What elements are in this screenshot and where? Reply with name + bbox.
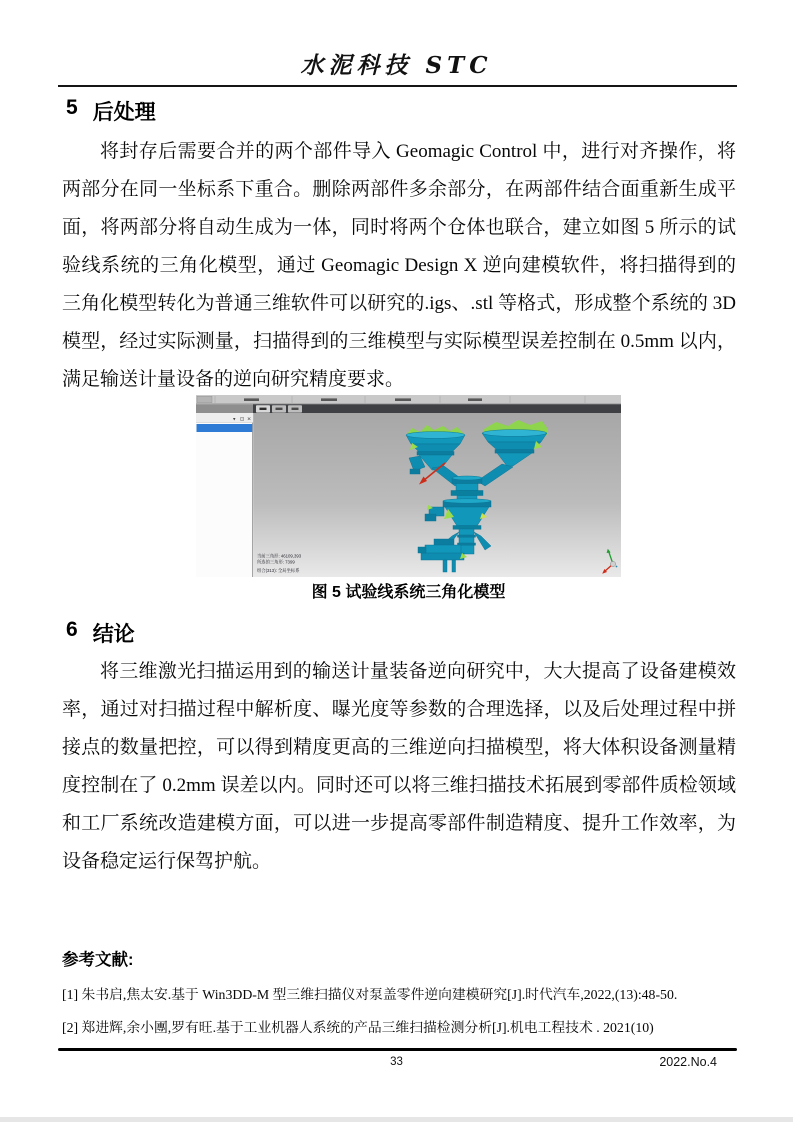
status-line-2: 所选的三角形: 7399 xyxy=(257,559,295,565)
section-5-number: 5 xyxy=(66,96,78,119)
figure5-software-screenshot xyxy=(196,395,621,577)
panel-collapse-icon: ▾ xyxy=(233,416,236,423)
app-icon xyxy=(197,396,212,402)
header-divider xyxy=(58,85,737,87)
model-tree-panel xyxy=(196,413,253,577)
figure5-image xyxy=(196,395,621,577)
journal-title: 水泥科技 STC xyxy=(300,52,493,79)
section-6-paragraph: 将三维激光扫描运用到的输送计量装备逆向研究中，大大提高了设备建模效率，通过对扫描过程中解析度、曝光度等参数的合理选择，以及后处理过程中拼接点的数量把控，可以得到精度更高的三维逆向扫描模型，将大体积设备测量精度控制在了 0.2mm 误差以内。同时还可以将三维扫描技术拓展到零部件质检领域和工厂系统改造建模方面，可以进一步提高零部件制造精度、提升工作效率，为设备稳定运行保驾护航。 xyxy=(62,661,736,872)
page-bottom-edge xyxy=(0,1117,793,1122)
section-6-title: 结论 xyxy=(92,623,135,646)
reference-item-1: [1] 朱书启,焦太安.基于 Win3DD-M 型三维扫描仪对泵盖零件逆向建模研究[J].时代汽车,2022,(13):48-50. xyxy=(62,987,678,1002)
figure5-caption: 图 5 试验线系统三角化模型 xyxy=(311,584,506,601)
section-5-heading xyxy=(66,96,156,126)
references-heading: 参考文献: xyxy=(62,951,134,969)
section-5-paragraph: 将封存后需要合并的两个部件导入 Geomagic Control 中，进行对齐操作，将两部分在同一坐标系下重合。删除两部件多余部分，在两部件结合面重新生成平面，将两部分将自动生成为一体，同时将两个仓体也联合，建立如图 5 所示的试验线系统的三角化模型，通过 Geomagic Design X 逆向建模软件，将扫描得到的三角化模型转化为普通三维软件可以研究的.igs、.stl 等格式，形成整个系统的 3D 模型，经过实际测量，扫描得到的三维模型与实际模型误差控制在 0.5mm 以内，满足输送计量设备的逆向研究精度要求。 xyxy=(62,141,736,390)
panel-close-icon: ✕ xyxy=(247,416,252,423)
footer-divider xyxy=(58,1048,737,1051)
section-6-number: 6 xyxy=(66,618,78,641)
panel-pin-icon: ⊡ xyxy=(240,416,245,423)
section-6-heading xyxy=(66,618,135,648)
selected-tree-item xyxy=(197,424,253,432)
status-line-3: 组合(313): 全局坐标系 xyxy=(257,568,300,573)
viewport xyxy=(253,413,621,577)
page-number: 33 xyxy=(390,1056,403,1068)
status-line-1: 当前三角形: 46109,393 xyxy=(257,553,302,559)
issue-label: 2022.No.4 xyxy=(659,1055,717,1069)
menu-bar xyxy=(196,395,621,404)
reference-item-2: [2] 郑进辉,余小團,罗有旺.基于工业机器人系统的产品三维扫描检测分析[J].机电工程技术 . 2021(10) xyxy=(62,1020,654,1035)
section-5-title: 后处理 xyxy=(92,101,156,124)
document-tab-strip xyxy=(196,404,621,413)
